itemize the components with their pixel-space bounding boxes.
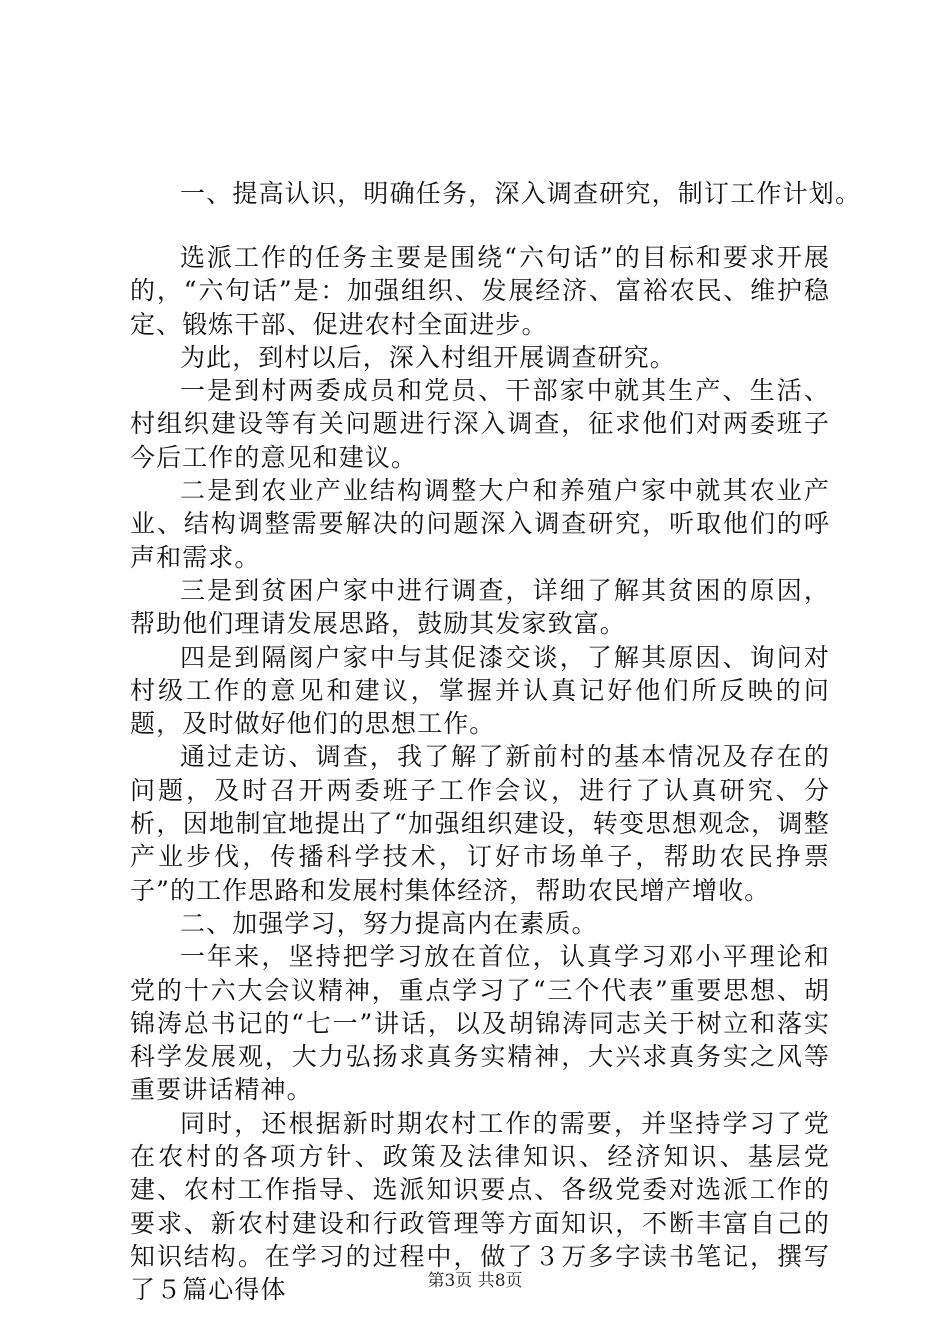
paragraph: 一年来，坚持把学习放在首位，认真学习邓小平理论和党的十六大会议精神，重点学习了“三个代表”重要思想、胡锦涛总书记的“七一”讲话，以及胡锦涛同志关于树立和落实科学发展观，大力弘扬求真务实精神，大兴求真务实之风等重要讲话精神。 (130, 942, 830, 1105)
body-text (130, 241, 830, 1307)
paragraph: 一是到村两委成员和党员、干部家中就其生产、生活、村组织建设等有关问题进行深入调查，征求他们对两委班子今后工作的意见和建议。 (130, 376, 830, 472)
paragraph: 通过走访、调查，我了解了新前村的基本情况及存在的问题，及时召开两委班子工作会议，进行了认真研究、分析，因地制宜地提出了“加强组织建设，转变思想观念，调整产业步伐，传播科学技术，订好市场单子，帮助农民挣票子”的工作思路和发展村集体经济，帮助农民增产增收。 (130, 742, 830, 905)
page-number: 第3页 共8页 (427, 1271, 523, 1291)
section-heading-2: 二、加强学习，努力提高内在素质。 (180, 908, 598, 938)
paragraph: 为此，到村以后，深入村组开展调查研究。 (180, 342, 676, 372)
paragraph: 同时，还根据新时期农村工作的需要，并坚持学习了党在农村的各项方针、政策及法律知识、经济知识、基层党建、农村工作指导、选派知识要点、各级党委对选派工作的要求、新农村建设和行政管理等方面知识，不断丰富自己的知识结构。在学习的过程中，做了３万多字读书笔记，撰写了５篇心得体 (130, 1108, 830, 1305)
paragraph: 二是到农业产业结构调整大户和养殖户家中就其农业产业、结构调整需要解决的问题深入调查研究，听取他们的呼声和需求。 (130, 476, 830, 572)
paragraph: 三是到贫困户家中进行调查，详细了解其贫困的原因，帮助他们理请发展思路，鼓励其发家致富。 (130, 575, 830, 639)
paragraph: 四是到隔阂户家中与其促漆交谈，了解其原因、询问对村级工作的意见和建议，掌握并认真记好他们所反映的问题，及时做好他们的思想工作。 (130, 642, 830, 739)
paragraph: 选派工作的任务主要是围绕“六句话”的目标和要求开展的，“六句话”是：加强组织、发展经济、富裕农民、维护稳定、锻炼干部、促进农村全面进步。 (130, 243, 830, 339)
section-heading-1: 一、提高认识，明确任务，深入调查研究，制订工作计划。 (180, 179, 862, 208)
